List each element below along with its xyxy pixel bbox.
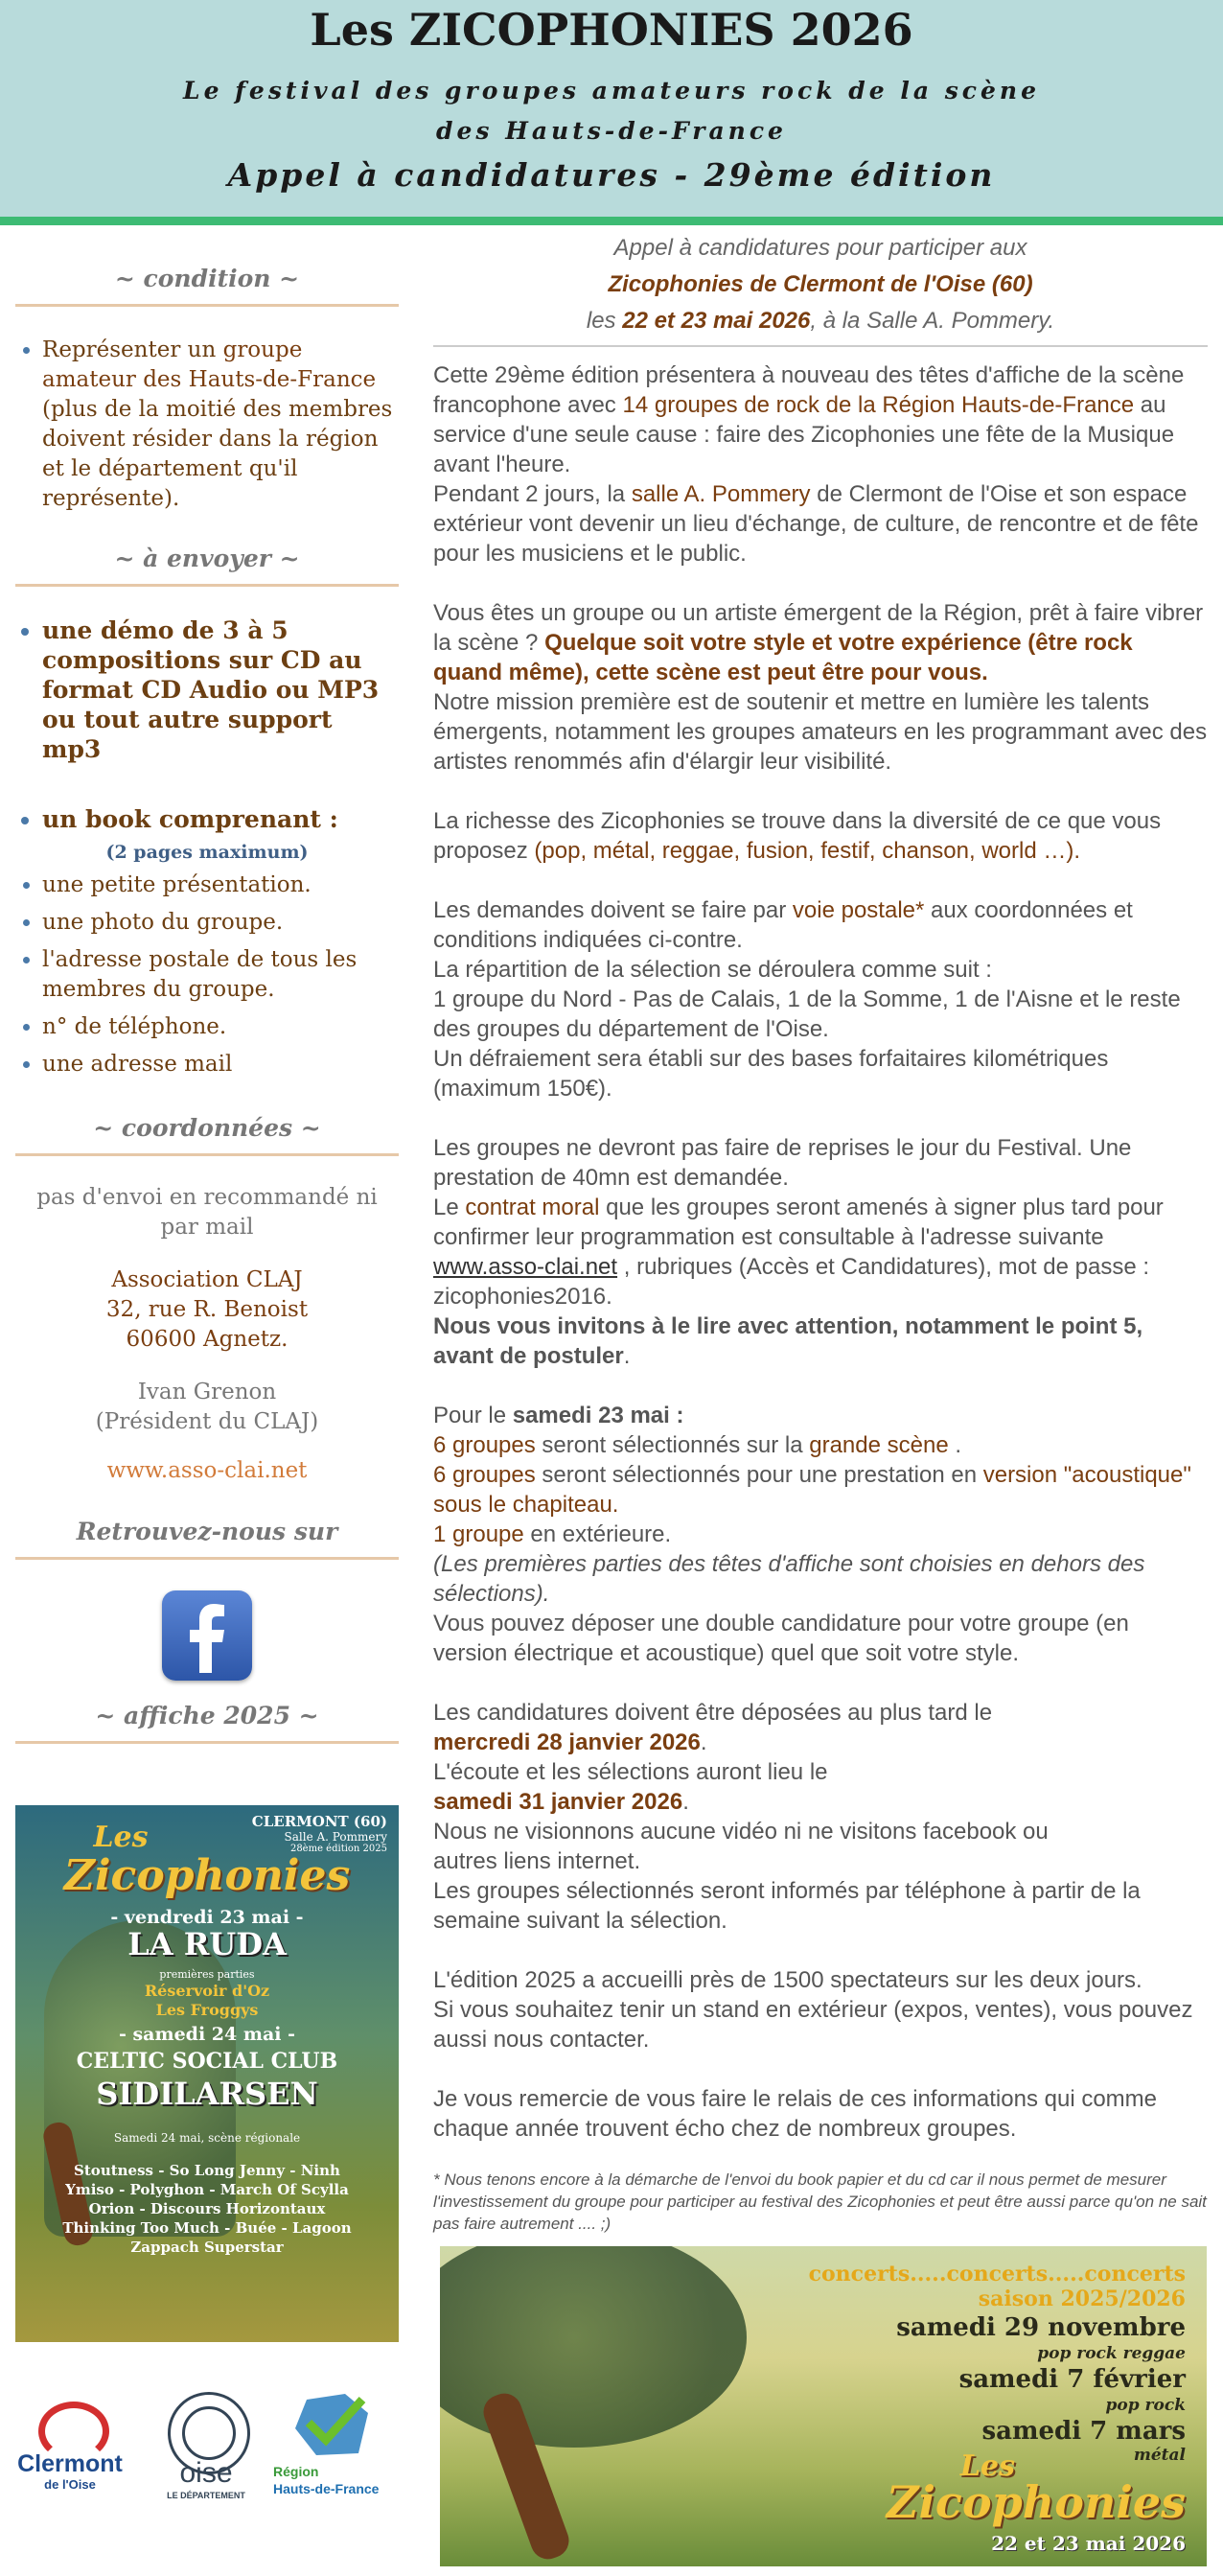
- poster-support2: Les Froggys: [155, 2001, 259, 2019]
- banner-saison: saison 2025/2026: [978, 2286, 1186, 2311]
- list-item: • une adresse mail: [42, 1050, 399, 1079]
- paragraph: L'édition 2025 a accueilli près de 1500 spectateurs sur les deux jours.: [433, 1967, 1142, 1993]
- retrouvez-heading: Retrouvez-nous sur: [15, 1518, 399, 1560]
- page-subtitle: Le festival des groupes amateurs rock de la scène: [182, 77, 1041, 104]
- footnote: * Nous tenons encore à la démarche de l'envoi du book papier et du cd car il nous permet de mesurer l'investissement du groupe pour participer au festival des Zicophonies et peut être aussi parce qu'on ne sait pas faire autrement .... ;): [433, 2170, 1207, 2233]
- envoyer-list: [15, 615, 399, 764]
- book-note: (2 pages maximum): [105, 842, 309, 863]
- banner-brand: Zicophonies: [886, 2476, 1186, 2528]
- paragraph: Je vous remercie de vous faire le relais de ces informations qui comme chaque année trouvent écho chez de nombreux groupes.: [433, 2086, 1157, 2142]
- paragraph: Notre mission première est de soutenir et mettre en lumière les talents émergents, notamment les groupes amateurs en les programmant avec des artistes renommés afin d'élargir leur visibilité.: [433, 689, 1208, 775]
- intro-block: Appel à candidatures pour participer aux Zicophonies de Clermont de l'Oise (60) les 22 et 23 mai 2026, à la Salle A. Pommery.: [433, 230, 1208, 347]
- paragraph: 1 groupe du Nord - Pas de Calais, 1 de la Somme, 1 de l'Aisne et le reste des groupes du département de l'Oise.: [433, 986, 1181, 1042]
- paragraph: Les candidatures doivent être déposées au plus tard le: [433, 1700, 993, 1726]
- paragraph: L'écoute et les sélections auront lieu le: [433, 1759, 828, 1785]
- poster-headliner2a: CELTIC SOCIAL CLUB: [76, 2049, 338, 2074]
- body-text: [433, 360, 1208, 2235]
- appel-heading: Appel à candidatures - 29ème édition: [227, 156, 996, 194]
- poster-line: Zappach Superstar: [130, 2239, 284, 2256]
- region-logo-sub: Hauts-de-France: [273, 2481, 380, 2496]
- condition-list: [15, 336, 399, 514]
- main-content: [433, 230, 1208, 2235]
- clermont-logo-text: Clermont: [17, 2450, 123, 2477]
- poster-premieres: premières parties: [159, 1968, 255, 1981]
- poster-line: Orion - Discours Horizontaux: [88, 2200, 326, 2217]
- region-logo-icon: [288, 2390, 374, 2459]
- banner-date: samedi 29 novembre: [896, 2313, 1186, 2342]
- poster-line: Thinking Too Much - Buée - Lagoon: [62, 2219, 352, 2237]
- coordonnees-heading: ~ coordonnées ~: [15, 1114, 399, 1156]
- poster-support1: Réservoir d'Oz: [144, 1982, 270, 2000]
- banner-date: samedi 7 mars: [981, 2417, 1186, 2446]
- paragraph: Vous pouvez déposer une double candidature pour votre groupe (en version électrique et acoustique) quel que soit votre style.: [433, 1611, 1129, 1666]
- demo-item: • une démo de 3 à 5 compositions sur CD au format CD Audio ou MP3 ou tout autre support mp3: [42, 615, 399, 764]
- clermont-logo-sub: de l'Oise: [44, 2477, 96, 2492]
- poster-line: Stoutness - So Long Jenny - Ninh: [74, 2162, 340, 2179]
- banner-concerts: concerts.....concerts.....concerts: [808, 2262, 1186, 2286]
- banner-genre: métal: [1133, 2446, 1186, 2465]
- banner-genre: pop rock: [1105, 2396, 1186, 2415]
- poster-brand: Zicophonies: [63, 1851, 351, 1900]
- poster-edition: 28ème édition 2025: [289, 1844, 387, 1854]
- facebook-f-icon: [162, 1590, 252, 1681]
- intro-event: Zicophonies de Clermont de l'Oise (60): [608, 271, 1033, 297]
- paragraph: 6 groupes seront sélectionnés pour une prestation en version "acoustique" sous le chapiteau.: [433, 1462, 1191, 1518]
- condition-heading: ~ condition ~: [15, 265, 399, 307]
- paragraph: Cette 29ème édition présentera à nouveau des têtes d'affiche de la scène francophone avec 14 groupes de rock de la Région Hauts-de-France au service d'une seule cause : faire des Zicophonies une fête de la Musique avant l'heure.: [433, 362, 1185, 477]
- poster-day1: - vendredi 23 mai -: [110, 1907, 304, 1928]
- poster-day2: - samedi 24 mai -: [118, 2024, 295, 2045]
- website-link[interactable]: www.asso-clai.net: [106, 1458, 308, 1483]
- list-item: • une photo du groupe.: [42, 908, 399, 938]
- list-item: • l'adresse postale de tous les membres du groupe.: [42, 945, 399, 1005]
- paragraph: samedi 31 janvier 2026.: [433, 1789, 689, 1815]
- book-items: [15, 870, 399, 1079]
- paragraph: Les groupes ne devront pas faire de reprises le jour du Festival. Une prestation de 40mn est demandée.: [433, 1135, 1132, 1191]
- condition-item: • Représenter un groupe amateur des Hauts-de-France (plus de la moitié des membres doivent résider dans la région et le département qu'il représente).: [42, 336, 399, 514]
- contrat-link[interactable]: www.asso-clai.net: [433, 1254, 618, 1280]
- page-subtitle-region: des Hauts-de-France: [436, 117, 787, 145]
- list-item: • n° de téléphone.: [42, 1012, 399, 1042]
- poster-sponsor-strip: [15, 2342, 399, 2379]
- oise-logo-text: oise: [179, 2457, 233, 2489]
- poster-place: CLERMONT (60): [251, 1813, 387, 1830]
- book-list: [15, 804, 399, 834]
- paragraph: Nous vous invitons à le lire avec attention, notamment le point 5, avant de postuler.: [433, 1313, 1143, 1369]
- affiche-heading: ~ affiche 2025 ~: [15, 1702, 399, 1744]
- page-header: [0, 0, 1223, 225]
- poster-scene-info: Samedi 24 mai, scène régionale: [113, 2131, 301, 2145]
- envoyer-heading: ~ à envoyer ~: [15, 545, 399, 587]
- paragraph: Le contrat moral que les groupes seront amenés à signer plus tard pour confirmer leur programmation est consultable à l'adresse suivante www.asso-clai.net , rubriques (Accès et Candidatures), mot de passe : zicophonies2016.: [433, 1195, 1164, 1310]
- saison-banner: [440, 2246, 1207, 2566]
- president-block: Ivan Grenon (Président du CLAJ): [95, 1380, 319, 1434]
- poster-brand-les: Les: [93, 1821, 149, 1854]
- association-address: Association CLAJ 32, rue R. Benoist 60600 Agnetz.: [105, 1267, 309, 1352]
- paragraph: Pendant 2 jours, la salle A. Pommery de Clermont de l'Oise et son espace extérieur vont devenir un lieu d'échange, de culture, de rencontre et de fête pour les musiciens et le public.: [433, 481, 1199, 567]
- banner-brand-les: Les: [959, 2449, 1015, 2483]
- region-logo-text: Région: [273, 2464, 319, 2479]
- paragraph: La richesse des Zicophonies se trouve dans la diversité de ce que vous proposez (pop, métal, reggae, fusion, festif, chanson, world …).: [433, 808, 1162, 864]
- paragraph: Vous êtes un groupe ou un artiste émergent de la Région, prêt à faire vibrer la scène ? Quelque soit votre style et votre expérience (être rock quand même), cette scène est peut être pour vous.: [433, 600, 1204, 685]
- banner-genre: pop rock reggae: [1037, 2344, 1186, 2363]
- paragraph: mercredi 28 janvier 2026.: [433, 1729, 707, 1755]
- banner-date: samedi 7 février: [958, 2365, 1186, 2394]
- affiche-2025-poster: [15, 1805, 399, 2379]
- paragraph: Si vous souhaitez tenir un stand en extérieur (expos, ventes), vous pouvez aussi nous contacter.: [433, 1997, 1193, 2053]
- paragraph: Un défraiement sera établi sur des bases forfaitaires kilométriques (maximum 150€).: [433, 1046, 1109, 1102]
- poster-headliner2b: SIDILARSEN: [96, 2076, 318, 2112]
- no-recommande-text: pas d'envoi en recommandé ni par mail: [36, 1185, 378, 1240]
- paragraph: 1 groupe en extérieure.: [433, 1521, 672, 1547]
- book-item: • un book comprenant :: [42, 804, 399, 834]
- banner-dates: 22 et 23 mai 2026: [991, 2532, 1186, 2555]
- paragraph: Pour le samedi 23 mai :: [433, 1403, 684, 1428]
- page-title: Les ZICOPHONIES 2026: [310, 4, 913, 56]
- poster-venue: Salle A. Pommery: [284, 1830, 387, 1844]
- paragraph: 6 groupes seront sélectionnés sur la grande scène .: [433, 1432, 962, 1458]
- paragraph: La répartition de la sélection se déroulera comme suit :: [433, 957, 992, 983]
- paragraph: Les demandes doivent se faire par voie postale* aux coordonnées et conditions indiquées ci-contre.: [433, 897, 1133, 953]
- oise-logo-sub: LE DÉPARTEMENT: [167, 2491, 245, 2500]
- facebook-icon[interactable]: [162, 1590, 252, 1681]
- sidebar: [15, 230, 399, 1744]
- paragraph: Nous ne visionnons aucune vidéo ni ne visitons facebook ou autres liens internet.: [433, 1819, 1049, 1874]
- paragraph: (Les premières parties des têtes d'affiche sont choisies en dehors des sélections).: [433, 1551, 1145, 1607]
- list-item: • une petite présentation.: [42, 870, 399, 900]
- poster-line: Ymiso - Polyghon - March Of Scylla: [65, 2181, 349, 2198]
- poster-headliner1: LA RUDA: [127, 1926, 287, 1962]
- paragraph: Les groupes sélectionnés seront informés par téléphone à partir de la semaine suivant la sélection.: [433, 1878, 1141, 1934]
